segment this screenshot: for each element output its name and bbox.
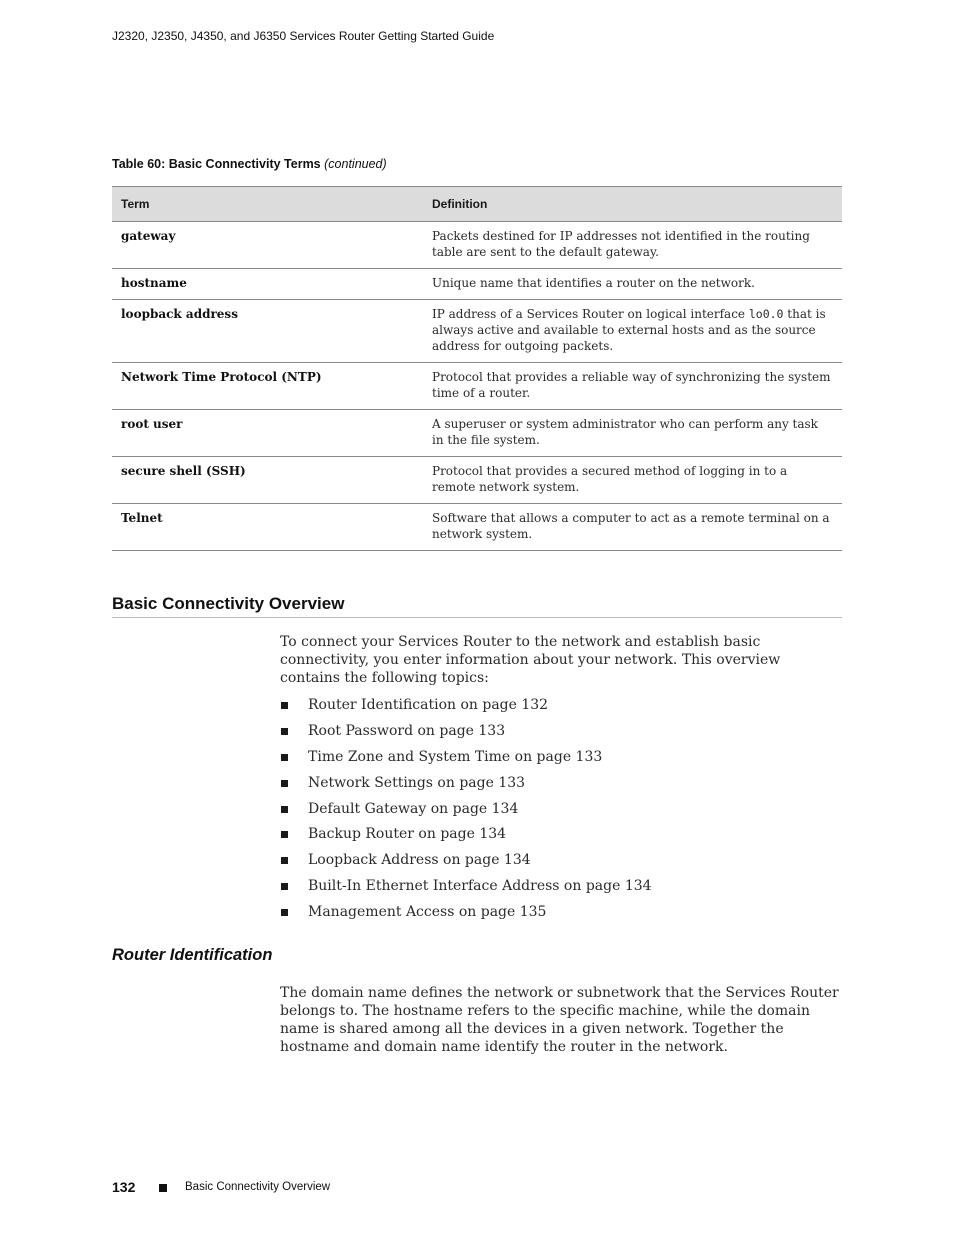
list-item bbox=[280, 877, 842, 903]
table-row bbox=[112, 300, 842, 363]
list-item bbox=[280, 851, 842, 877]
topic-link[interactable]: Built-In Ethernet Interface Address on page 134 bbox=[308, 878, 652, 895]
table-row bbox=[112, 504, 842, 551]
definition-text: that is always active and available to external hosts and as the source address for outgoing packets. bbox=[432, 307, 826, 353]
topic-link[interactable]: Network Settings on page 133 bbox=[308, 774, 526, 791]
list-item bbox=[280, 825, 842, 851]
page-number: 132 bbox=[112, 1179, 136, 1195]
term-cell: Telnet bbox=[112, 504, 423, 551]
term-cell: hostname bbox=[112, 269, 423, 300]
bullet-icon bbox=[281, 909, 288, 916]
list-item bbox=[280, 748, 842, 774]
terms-table bbox=[112, 186, 842, 551]
bullet-icon bbox=[281, 857, 288, 864]
definition-cell: Software that allows a computer to act as a remote terminal on a network system. bbox=[423, 504, 842, 551]
section-intro: To connect your Services Router to the network and establish basic connectivity, you enter information about your network. This overview contains the following topics: bbox=[280, 634, 781, 686]
bullet-icon bbox=[281, 883, 288, 890]
bullet-icon bbox=[281, 728, 288, 735]
subsection-body: The domain name defines the network or subnetwork that the Services Router belongs to. The hostname refers to the specific machine, while the domain name is shared among all the devices in a given network. Together the hostname and domain name identify the router in the network. bbox=[280, 985, 839, 1055]
definition-text: IP address of a Services Router on logical interface bbox=[432, 307, 749, 321]
definition-cell: Protocol that provides a reliable way of synchronizing the system time of a router. bbox=[423, 363, 842, 410]
bullet-icon bbox=[281, 754, 288, 761]
term-cell: loopback address bbox=[112, 300, 423, 363]
list-item bbox=[280, 774, 842, 800]
topic-link[interactable]: Router Identification on page 132 bbox=[308, 697, 549, 713]
topic-link[interactable]: Backup Router on page 134 bbox=[308, 826, 507, 843]
table-row bbox=[112, 363, 842, 410]
bullet-icon bbox=[281, 806, 288, 813]
list-item bbox=[280, 696, 842, 722]
section-heading: Basic Connectivity Overview bbox=[112, 594, 842, 618]
topic-link[interactable]: Root Password on page 133 bbox=[308, 722, 506, 739]
column-header-term: Term bbox=[112, 187, 423, 222]
term-cell: root user bbox=[112, 410, 423, 457]
definition-cell: Protocol that provides a secured method of logging in to a remote network system. bbox=[423, 457, 842, 504]
topic-list bbox=[280, 696, 842, 929]
table-row bbox=[112, 410, 842, 457]
bullet-icon bbox=[281, 831, 288, 838]
definition-cell: Packets destined for IP addresses not identified in the routing table are sent to the default gateway. bbox=[423, 222, 842, 269]
subsection-heading: Router Identification bbox=[112, 946, 273, 964]
running-header: J2320, J2350, J4350, and J6350 Services Router Getting Started Guide bbox=[112, 29, 495, 43]
bullet-icon bbox=[281, 780, 288, 787]
topic-link[interactable]: Management Access on page 135 bbox=[308, 904, 547, 921]
footer-bullet-icon bbox=[159, 1184, 167, 1192]
table-caption-title: Table 60: Basic Connectivity Terms bbox=[112, 157, 321, 171]
term-cell: gateway bbox=[112, 222, 423, 269]
column-header-definition: Definition bbox=[423, 187, 842, 222]
bullet-icon bbox=[281, 702, 288, 709]
topic-link[interactable]: Loopback Address on page 134 bbox=[308, 852, 531, 869]
table-caption-continued: (continued) bbox=[324, 157, 387, 171]
term-cell: Network Time Protocol (NTP) bbox=[112, 363, 423, 410]
table-row bbox=[112, 269, 842, 300]
table-header-row bbox=[112, 187, 842, 222]
table-caption bbox=[112, 157, 387, 171]
interface-code: lo0.0 bbox=[748, 307, 784, 321]
topic-link[interactable]: Time Zone and System Time on page 133 bbox=[308, 748, 603, 765]
table-row bbox=[112, 222, 842, 269]
definition-cell: Unique name that identifies a router on the network. bbox=[423, 269, 842, 300]
term-cell: secure shell (SSH) bbox=[112, 457, 423, 504]
topic-link[interactable]: Default Gateway on page 134 bbox=[308, 800, 519, 817]
definition-cell: A superuser or system administrator who can perform any task in the file system. bbox=[423, 410, 842, 457]
definition-cell bbox=[423, 300, 842, 363]
list-item bbox=[280, 903, 842, 929]
footer-section-title: Basic Connectivity Overview bbox=[185, 1181, 331, 1193]
list-item bbox=[280, 722, 842, 748]
list-item bbox=[280, 800, 842, 826]
table-row bbox=[112, 457, 842, 504]
